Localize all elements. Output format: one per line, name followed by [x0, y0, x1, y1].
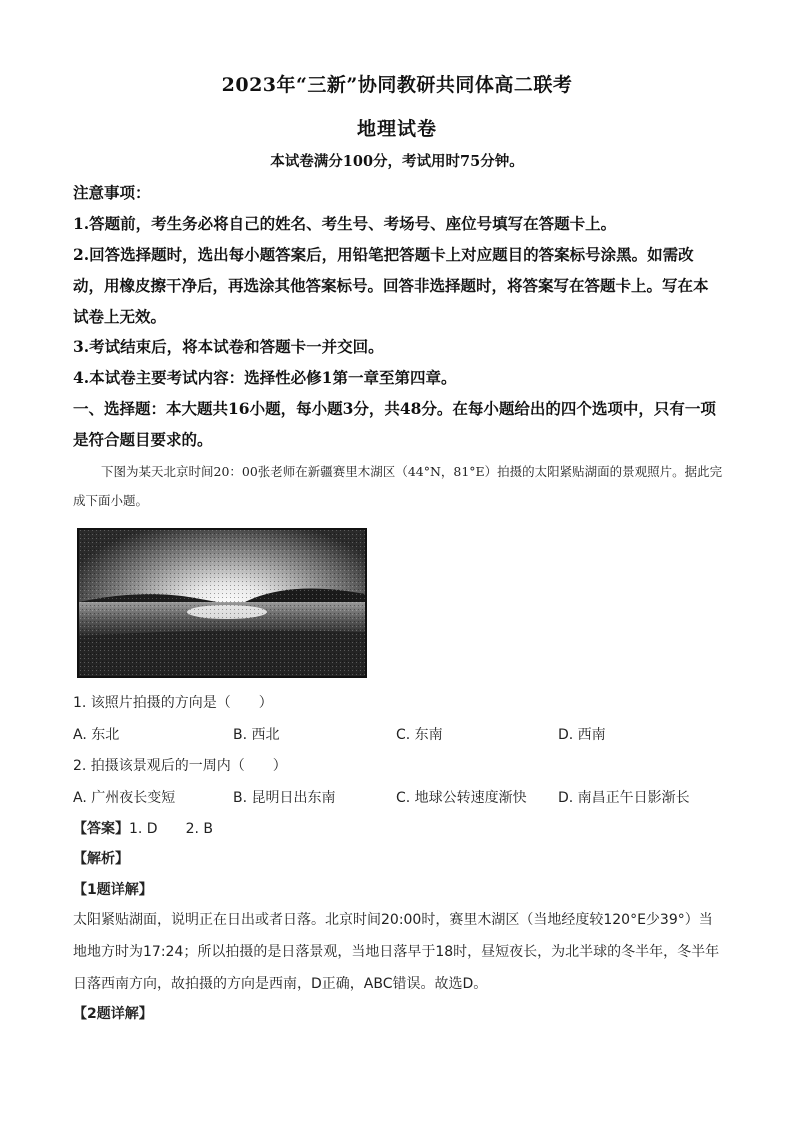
answer-text: 1. D 2. B: [129, 821, 213, 837]
question-1-option-b[interactable]: B. 西北: [233, 727, 280, 743]
question-2-stem: 2. 拍摄该景观后的一周内（ ）: [73, 758, 287, 774]
q1-detail-text: 太阳紧贴湖面，说明正在日出或者日落。北京时间20:00时，赛里木湖区（当地经度较120°E少39°）当地地方时为17:24；所以拍摄的是日落景观，当地日落早于18时，昼短夜长，为北半球的冬半年，冬半年日落西南方向，故拍摄的方向是西南，D正确，ABC错误。故选D。: [73, 912, 720, 992]
question-1-option-d[interactable]: D. 西南: [558, 727, 606, 743]
question-1-stem: 1. 该照片拍摄的方向是（ ）: [73, 695, 273, 711]
section-heading: 一、选择题：本大题共16小题，每小题3分，共48分。在每小题给出的四个选项中，只有一项是符合题目要求的。: [73, 399, 716, 449]
page-subtitle: 地理试卷: [356, 118, 437, 140]
question-1-option-c[interactable]: C. 东南: [396, 727, 443, 743]
question-2-option-b[interactable]: B. 昆明日出东南: [233, 790, 336, 806]
q1-detail-label: 【1题详解】: [73, 882, 153, 898]
notes-heading: 注意事项：: [73, 183, 151, 202]
question-1-option-a[interactable]: A. 东北: [73, 727, 120, 743]
question-2-option-d[interactable]: D. 南昌正午日影渐长: [558, 790, 690, 806]
question-2-option-a[interactable]: A. 广州夜长变短: [73, 790, 176, 806]
note-item-4: 4.本试卷主要考试内容：选择性必修1第一章至第四章。: [73, 368, 457, 387]
answer-label: 【答案】: [73, 821, 129, 837]
exam-info: 本试卷满分100分，考试用时75分钟。: [270, 153, 524, 170]
note-item-2: 2.回答选择题时，选出每小题答案后，用铅笔把答题卡上对应题目的答案标号涂黑。如需改动，用橡皮擦干净后，再选涂其他答案标号。回答非选择题时，将答案写在答题卡上。写在本试卷上无效。: [73, 245, 709, 326]
lake-sunset-photo: [77, 528, 367, 678]
q2-detail-label: 【2题详解】: [73, 1006, 153, 1022]
question-2-option-c[interactable]: C. 地球公转速度渐快: [396, 790, 527, 806]
analysis-label: 【解析】: [73, 851, 129, 867]
note-item-1: 1.答题前，考生务必将自己的姓名、考生号、考场号、座位号填写在答题卡上。: [73, 214, 617, 233]
material-intro: 下图为某天北京时间20：00张老师在新疆赛里木湖区（44°N，81°E）拍摄的太阳紧贴湖面的景观照片。据此完成下面小题。: [73, 464, 723, 508]
answer-line: [73, 818, 213, 838]
page-title: 2023年“三新”协同教研共同体高二联考: [221, 74, 573, 96]
note-item-3: 3.考试结束后，将本试卷和答题卡一并交回。: [73, 337, 384, 356]
